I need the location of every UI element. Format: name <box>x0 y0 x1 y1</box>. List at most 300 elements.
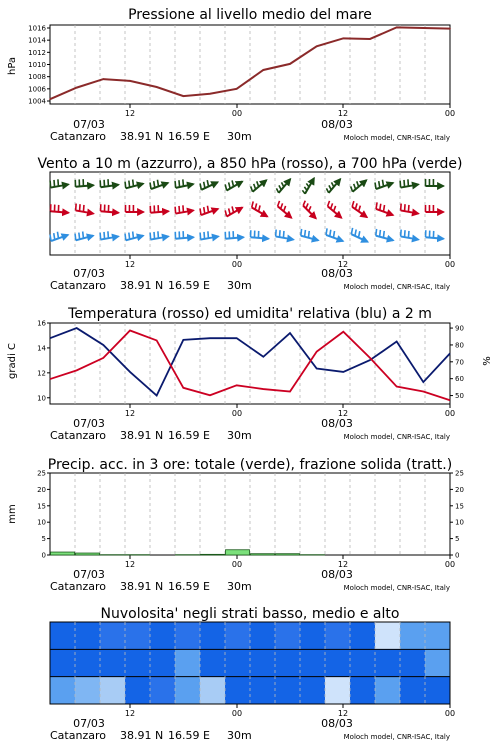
wind-barb-flag <box>383 231 384 238</box>
cloud-cell-alto <box>275 622 300 649</box>
cloud-cell-basso <box>275 677 300 704</box>
pressure-y-tick-label: 1006 <box>28 85 46 94</box>
temperature-y-label: gradi C <box>7 343 18 379</box>
temperature-location-lat: 38.91 N <box>120 429 164 442</box>
cloud-cell-medio <box>75 649 100 676</box>
wind-barb-shaft <box>51 211 69 213</box>
wind-barb-shaft <box>276 236 294 239</box>
wind-barb-flag <box>204 207 205 214</box>
wind-barb-700hpa <box>175 179 193 187</box>
wind-barb-flag <box>331 203 333 208</box>
temperature-y-tick-label: 16 <box>37 319 46 328</box>
wind-title: Vento a 10 m (azzurro), a 850 hPa (rosso), a 700 hPa (verde) <box>37 156 463 172</box>
precipitation-date-label: 08/03 <box>321 568 353 581</box>
cloud-cell-alto <box>125 622 150 649</box>
wind-barb-flag <box>301 229 302 236</box>
cloud-cell-medio <box>50 649 75 676</box>
wind-location-alt: 30m <box>227 279 252 292</box>
wind-barb-flag <box>204 232 205 239</box>
wind-barb-flag <box>83 232 84 239</box>
wind-barb-flag <box>175 207 176 214</box>
wind-barb-10m <box>100 231 118 239</box>
cloudiness-credit: Moloch model, CNR-ISAC, Italy <box>343 733 450 741</box>
wind-barb-shaft <box>176 184 194 188</box>
cloud-cell-medio <box>225 649 250 676</box>
pressure-point <box>289 63 291 65</box>
wind-barb-10m <box>175 231 193 239</box>
cloud-cell-alto <box>50 622 75 649</box>
precipitation-title: Precip. acc. in 3 ore: totale (verde), frazione solida (tratt.) <box>47 457 453 473</box>
cloud-cell-alto <box>300 622 325 649</box>
wind-barb-flag <box>308 231 309 238</box>
wind-barb-shaft <box>176 210 194 213</box>
wind-barb-flag <box>207 180 208 186</box>
temperature-credit: Moloch model, CNR-ISAC, Italy <box>343 433 450 441</box>
wind-barb-flag <box>150 233 151 240</box>
wind-barb-flag <box>232 206 234 212</box>
wind-credit: Moloch model, CNR-ISAC, Italy <box>343 283 450 291</box>
temperature-x-tick-label: 12 <box>124 409 136 418</box>
pressure-location-name: Catanzaro <box>50 130 106 143</box>
cloudiness-x-tick-label: 12 <box>124 709 136 718</box>
cloud-cell-basso <box>75 677 100 704</box>
wind-barb-flag <box>279 185 281 189</box>
precipitation-y2-tick-label: 10 <box>455 518 464 527</box>
humidity-y-tick-label: 90 <box>455 324 464 333</box>
wind-barb-flag <box>108 231 109 238</box>
wind-barb-flag <box>284 206 286 211</box>
wind-barb-700hpa <box>400 179 418 187</box>
precipitation-y2-tick-label: 5 <box>455 535 460 544</box>
wind-barb-flag <box>100 233 101 240</box>
wind-barb-10m <box>225 231 243 239</box>
wind-barb-flag <box>380 204 381 211</box>
wind-x-tick-label: 12 <box>124 260 136 269</box>
wind-barb-flag <box>382 180 383 187</box>
precipitation-y-label: mm <box>7 504 18 524</box>
wind-barb-850hpa <box>225 206 242 216</box>
wind-barb-flag <box>303 201 305 206</box>
wind-barb-850hpa <box>200 206 218 215</box>
wind-barb-flag <box>254 184 256 189</box>
wind-barb-700hpa <box>426 179 444 186</box>
wind-barb-flag <box>208 231 209 238</box>
wind-barb-10m <box>200 231 218 239</box>
pressure-y-tick-label: 1014 <box>28 36 46 45</box>
pressure-credit: Moloch model, CNR-ISAC, Italy <box>343 134 450 142</box>
wind-barb-shaft <box>251 237 269 239</box>
wind-barb-flag <box>355 203 357 209</box>
pressure-date-label: 08/03 <box>321 118 353 131</box>
wind-barb-flag <box>359 206 361 212</box>
cloud-cell-alto <box>100 622 125 649</box>
precipitation-x-tick-label: 12 <box>337 560 349 569</box>
cloud-cell-medio <box>175 649 200 676</box>
wind-location-lat: 38.91 N <box>120 279 164 292</box>
wind-barb-flag <box>251 186 253 191</box>
humidity-y-tick-label: 70 <box>455 358 464 367</box>
wind-barb-flag <box>351 228 352 234</box>
wind-barb-flag <box>255 203 256 209</box>
precipitation-y2-tick-label: 20 <box>455 485 464 494</box>
precipitation-bar <box>276 554 300 555</box>
cloud-cell-alto <box>75 622 100 649</box>
cloudiness-location-alt: 30m <box>227 729 252 742</box>
wind-barb-flag <box>383 205 384 212</box>
precipitation-y2-tick-label: 0 <box>455 551 460 560</box>
precipitation-x-tick-label: 00 <box>444 560 456 569</box>
wind-barb-flag <box>405 230 406 237</box>
wind-barb-700hpa <box>225 180 242 190</box>
wind-barb-flag <box>75 234 76 241</box>
precipitation-y-tick-label: 15 <box>37 502 46 511</box>
pressure-y-tick-label: 1010 <box>28 61 46 69</box>
wind-barb-flag <box>408 179 409 186</box>
cloudiness-date-label: 07/03 <box>73 717 105 730</box>
cloud-cell-alto <box>225 622 250 649</box>
wind-barb-flag <box>154 181 155 188</box>
cloudiness-location-lon: 16.59 E <box>168 729 210 742</box>
cloud-cell-medio <box>375 649 400 676</box>
precipitation-location-alt: 30m <box>227 580 252 593</box>
wind-barb-shaft <box>401 210 419 213</box>
wind-barb-flag <box>401 204 402 211</box>
precipitation-date-label: 07/03 <box>73 568 105 581</box>
wind-barb-flag <box>158 231 159 238</box>
wind-barb-flag <box>183 179 184 186</box>
wind-barb-shaft <box>376 236 393 241</box>
wind-barb-flag <box>175 181 176 188</box>
wind-barb-flag <box>408 205 409 212</box>
pressure-x-tick-label: 12 <box>337 109 349 118</box>
wind-barb-flag <box>232 180 234 186</box>
wind-barb-flag <box>282 182 284 186</box>
wind-barb-flag <box>200 183 201 189</box>
wind-barb-shaft <box>101 236 119 239</box>
wind-barb-flag <box>408 231 409 238</box>
wind-barb-850hpa <box>303 201 316 219</box>
wind-barb-flag <box>401 230 402 237</box>
pressure-point <box>263 69 265 71</box>
humidity-y-tick-label: 50 <box>455 392 464 401</box>
cloud-cell-alto <box>375 622 400 649</box>
wind-barb-850hpa <box>252 201 268 216</box>
wind-barb-shaft <box>76 210 94 213</box>
wind-barb-10m <box>125 232 143 241</box>
pressure-point <box>369 38 371 40</box>
wind-barb-flag <box>104 232 105 239</box>
wind-barb-flag <box>306 183 309 187</box>
wind-barb-flag <box>376 202 377 209</box>
wind-date-label: 07/03 <box>73 267 105 280</box>
wind-barb-10m <box>401 230 419 240</box>
wind-barb-shaft <box>126 236 143 241</box>
wind-barb-850hpa <box>101 204 119 213</box>
wind-barb-flag <box>379 181 380 188</box>
wind-barb-flag <box>252 201 254 207</box>
wind-barb-flag <box>129 233 130 240</box>
wind-barb-flag <box>207 206 208 213</box>
precipitation-y-tick-label: 10 <box>37 518 46 527</box>
cloud-cell-medio <box>350 649 375 676</box>
cloud-cell-basso <box>250 677 275 704</box>
temperature-y-tick-label: 14 <box>37 344 46 353</box>
wind-barb-flag <box>326 228 327 235</box>
precipitation-location-lon: 16.59 E <box>168 580 210 593</box>
pressure-point <box>76 87 78 89</box>
pressure-point <box>449 28 451 30</box>
wind-barb-flag <box>79 233 80 240</box>
pressure-x-tick-label: 12 <box>124 109 136 118</box>
pressure-point <box>183 95 185 97</box>
wind-barb-flag <box>330 230 331 237</box>
precipitation-x-tick-label: 00 <box>231 560 243 569</box>
wind-barb-shaft <box>401 236 419 239</box>
wind-barb-flag <box>326 188 328 192</box>
wind-barb-700hpa <box>302 178 314 194</box>
precipitation-bar <box>251 554 275 555</box>
cloud-cell-medio <box>100 649 125 676</box>
pressure-point <box>129 80 131 82</box>
cloud-cell-alto <box>350 622 375 649</box>
precipitation-bar <box>76 553 100 555</box>
wind-barb-10m <box>301 229 318 240</box>
wind-barb-700hpa <box>351 180 367 192</box>
wind-barb-10m <box>351 228 367 242</box>
wind-barb-850hpa <box>126 205 144 212</box>
wind-barb-700hpa <box>50 179 68 187</box>
cloud-cell-alto <box>325 622 350 649</box>
precipitation-bar <box>201 554 225 555</box>
wind-barb-flag <box>283 231 284 238</box>
wind-barb-flag <box>154 232 155 239</box>
wind-barb-850hpa <box>401 204 419 214</box>
wind-barb-700hpa <box>100 179 118 187</box>
wind-barb-flag <box>332 182 334 186</box>
cloud-cell-basso <box>400 677 425 704</box>
precipitation-bar <box>226 550 250 555</box>
wind-barb-flag <box>309 206 311 211</box>
cloud-cell-medio <box>150 649 175 676</box>
cloud-cell-alto <box>150 622 175 649</box>
wind-barb-10m <box>276 230 294 240</box>
cloud-cell-medio <box>400 649 425 676</box>
wind-barb-flag <box>54 180 55 187</box>
wind-date-label: 08/03 <box>321 267 353 280</box>
pressure-point <box>396 27 398 29</box>
wind-barb-700hpa <box>200 180 218 190</box>
cloud-cell-alto <box>175 622 200 649</box>
wind-barb-700hpa <box>375 180 393 189</box>
cloud-cell-medio <box>250 649 275 676</box>
wind-barb-flag <box>80 204 81 211</box>
wind-barb-flag <box>304 187 307 191</box>
wind-x-tick-label: 00 <box>444 260 456 269</box>
humidity-y-label: % <box>482 356 493 366</box>
wind-barb-flag <box>225 184 227 190</box>
wind-barb-flag <box>352 201 354 207</box>
precipitation-y-tick-label: 5 <box>41 535 46 544</box>
pressure-date-label: 07/03 <box>73 118 105 131</box>
humidity-y-tick-label: 60 <box>455 375 464 384</box>
wind-barb-shaft <box>201 236 219 239</box>
wind-barb-700hpa <box>326 179 340 193</box>
wind-barb-flag <box>133 232 134 239</box>
wind-barb-flag <box>225 210 227 216</box>
cloud-cell-medio <box>275 649 300 676</box>
pressure-title: Pressione al livello medio del mare <box>128 7 372 23</box>
wind-barb-flag <box>179 180 180 187</box>
cloudiness-date-label: 08/03 <box>321 717 353 730</box>
temperature-location-alt: 30m <box>227 429 252 442</box>
wind-barb-700hpa <box>276 179 290 193</box>
wind-barb-shaft <box>329 179 341 193</box>
cloudiness-location-name: Catanzaro <box>50 729 106 742</box>
wind-barb-850hpa <box>76 204 94 214</box>
cloud-cell-basso <box>325 677 350 704</box>
wind-barb-flag <box>157 180 158 187</box>
wind-barb-850hpa <box>426 205 444 212</box>
wind-barb-700hpa <box>251 180 267 192</box>
wind-barb-shaft <box>426 237 444 239</box>
wind-barb-flag <box>329 185 331 189</box>
wind-location-name: Catanzaro <box>50 279 106 292</box>
cloud-cell-basso <box>50 677 75 704</box>
precipitation-y2-tick-label: 15 <box>455 502 464 511</box>
wind-barb-850hpa <box>328 201 342 218</box>
wind-barb-flag <box>54 233 55 240</box>
wind-barb-850hpa <box>376 202 393 215</box>
wind-barb-flag <box>179 206 180 213</box>
cloud-cell-basso <box>175 677 200 704</box>
wind-barb-shaft <box>176 237 194 239</box>
wind-barb-flag <box>200 233 201 240</box>
cloudiness-x-tick-label: 00 <box>231 709 243 718</box>
wind-barb-10m <box>426 230 444 239</box>
cloudiness-x-tick-label: 00 <box>444 709 456 718</box>
wind-barb-flag <box>359 231 360 237</box>
cloudiness-x-tick-label: 12 <box>337 709 349 718</box>
wind-barb-flag <box>257 181 259 186</box>
cloud-cell-basso <box>225 677 250 704</box>
temperature-humidity-title: Temperatura (rosso) ed umidita' relativa (blu) a 2 m <box>68 306 432 322</box>
pressure-point <box>316 45 318 47</box>
wind-barb-shaft <box>151 211 169 213</box>
wind-location-lon: 16.59 E <box>168 279 210 292</box>
wind-barb-flag <box>376 229 377 236</box>
cloud-cell-medio <box>200 649 225 676</box>
wind-barb-850hpa <box>278 201 292 218</box>
wind-barb-shaft <box>226 237 244 239</box>
cloud-cell-alto <box>425 622 450 649</box>
cloud-cell-medio <box>125 649 150 676</box>
wind-barb-shaft <box>151 236 169 239</box>
wind-barb-flag <box>400 181 401 188</box>
wind-barb-flag <box>204 182 205 188</box>
wind-barb-flag <box>133 180 134 187</box>
pressure-x-tick-label: 00 <box>231 109 243 118</box>
wind-barb-flag <box>380 230 381 237</box>
cloud-cell-basso <box>125 677 150 704</box>
wind-barb-flag <box>278 201 280 206</box>
cloud-cell-alto <box>200 622 225 649</box>
wind-barb-700hpa <box>75 179 93 187</box>
cloud-cell-alto <box>250 622 275 649</box>
humidity-y-tick-label: 80 <box>455 341 464 350</box>
cloud-cell-basso <box>300 677 325 704</box>
wind-barb-flag <box>125 234 126 241</box>
wind-barb-shaft <box>101 211 119 213</box>
pressure-location-alt: 30m <box>227 130 252 143</box>
wind-barb-700hpa <box>125 180 143 189</box>
cloud-cell-basso <box>375 677 400 704</box>
wind-barb-shaft <box>279 179 291 193</box>
cloud-cell-alto <box>400 622 425 649</box>
cloud-cell-basso <box>425 677 450 704</box>
wind-barb-shaft <box>305 178 314 194</box>
temperature-x-tick-label: 00 <box>444 409 456 418</box>
cloud-cell-basso <box>200 677 225 704</box>
cloud-cell-basso <box>150 677 175 704</box>
wind-barb-flag <box>280 230 281 237</box>
wind-barb-flag <box>76 204 77 211</box>
cloud-cell-medio <box>300 649 325 676</box>
cloudiness-location-lat: 38.91 N <box>120 729 164 742</box>
pressure-location-lon: 16.59 E <box>168 130 210 143</box>
wind-barb-10m <box>50 232 68 241</box>
wind-barb-flag <box>276 188 278 192</box>
temperature-x-tick-label: 12 <box>337 409 349 418</box>
temperature-y-tick-label: 10 <box>37 394 46 403</box>
temperature-location-lon: 16.59 E <box>168 429 210 442</box>
wind-barb-700hpa <box>150 180 168 189</box>
precipitation-y-tick-label: 20 <box>37 485 46 494</box>
wind-barb-flag <box>200 209 201 216</box>
wind-barb-flag <box>259 205 261 211</box>
pressure-point <box>103 78 105 80</box>
wind-barb-shaft <box>101 185 119 188</box>
precipitation-bar <box>51 552 75 555</box>
wind-barb-flag <box>375 183 376 190</box>
wind-barb-flag <box>50 181 51 188</box>
precipitation-y-tick-label: 0 <box>41 551 46 560</box>
wind-barb-shaft <box>401 184 419 187</box>
wind-barb-850hpa <box>175 205 193 213</box>
cloud-cell-basso <box>350 677 375 704</box>
wind-barb-flag <box>276 230 277 237</box>
wind-barb-10m <box>75 232 93 241</box>
wind-barb-flag <box>351 186 353 191</box>
pressure-point <box>343 38 345 40</box>
precipitation-credit: Moloch model, CNR-ISAC, Italy <box>343 584 450 592</box>
pressure-y-tick-label: 1008 <box>28 73 46 82</box>
temperature-date-label: 08/03 <box>321 417 353 430</box>
wind-barb-flag <box>125 182 126 189</box>
temperature-date-label: 07/03 <box>73 417 105 430</box>
cloud-cell-medio <box>425 649 450 676</box>
pressure-point <box>236 88 238 90</box>
precipitation-location-name: Catanzaro <box>50 580 106 593</box>
wind-barb-shaft <box>51 184 69 187</box>
wind-barb-flag <box>405 204 406 211</box>
wind-barb-flag <box>229 182 231 188</box>
wind-barb-flag <box>306 203 308 208</box>
pressure-point <box>209 93 211 95</box>
pressure-y-tick-label: 1016 <box>28 24 46 33</box>
precipitation-y-tick-label: 25 <box>37 469 46 478</box>
temperature-location-name: Catanzaro <box>50 429 106 442</box>
wind-barb-flag <box>229 208 231 214</box>
